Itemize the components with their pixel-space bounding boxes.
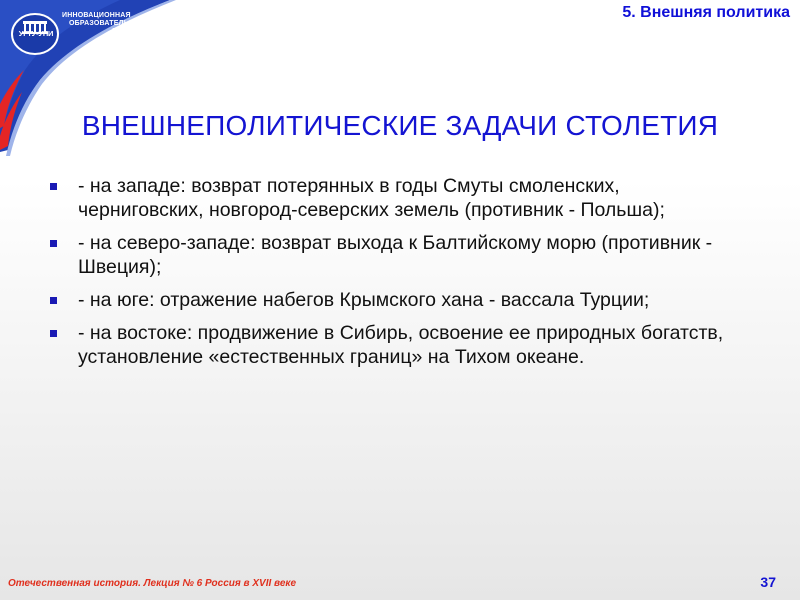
bullet-list <box>48 174 728 378</box>
list-item <box>48 231 728 279</box>
list-item <box>48 321 728 369</box>
list-item <box>48 174 728 222</box>
page-number: 37 <box>760 574 776 590</box>
footer-course-title: Отечественная история. Лекция № 6 Россия в XVII веке <box>8 578 297 589</box>
logo-line-3: ПРОГРАММА <box>112 28 159 35</box>
emblem-label: УГТУ-УПИ <box>18 29 54 38</box>
logo-line-1: ИННОВАЦИОННАЯ <box>62 12 131 19</box>
program-logo-text <box>62 12 165 36</box>
bullet-text: - на юге: отражение набегов Крымского хана - вассала Турции; <box>78 289 650 311</box>
list-item <box>48 288 728 312</box>
slide-title: ВНЕШНЕПОЛИТИЧЕСКИЕ ЗАДАЧИ СТОЛЕТИЯ <box>81 110 719 141</box>
bullet-marker-icon <box>50 297 57 304</box>
bullet-marker-icon <box>50 330 57 337</box>
bullet-text: - на востоке: продвижение в Сибирь, освоение ее природных богатств, установление «естественных границ» на Тихом океане. <box>78 322 724 368</box>
section-title: 5. Внешняя политика <box>622 4 790 21</box>
bullet-text: - на северо-западе: возврат выхода к Балтийскому морю (противник - Швеция); <box>78 232 713 278</box>
bullet-text: - на западе: возврат потерянных в годы Смуты смоленских, черниговских, новгород-северских земель (противник - Польша); <box>78 175 665 221</box>
bullet-marker-icon <box>50 183 57 190</box>
bullet-marker-icon <box>50 240 57 247</box>
logo-line-2: ОБРАЗОВАТЕЛЬНАЯ <box>68 20 145 27</box>
